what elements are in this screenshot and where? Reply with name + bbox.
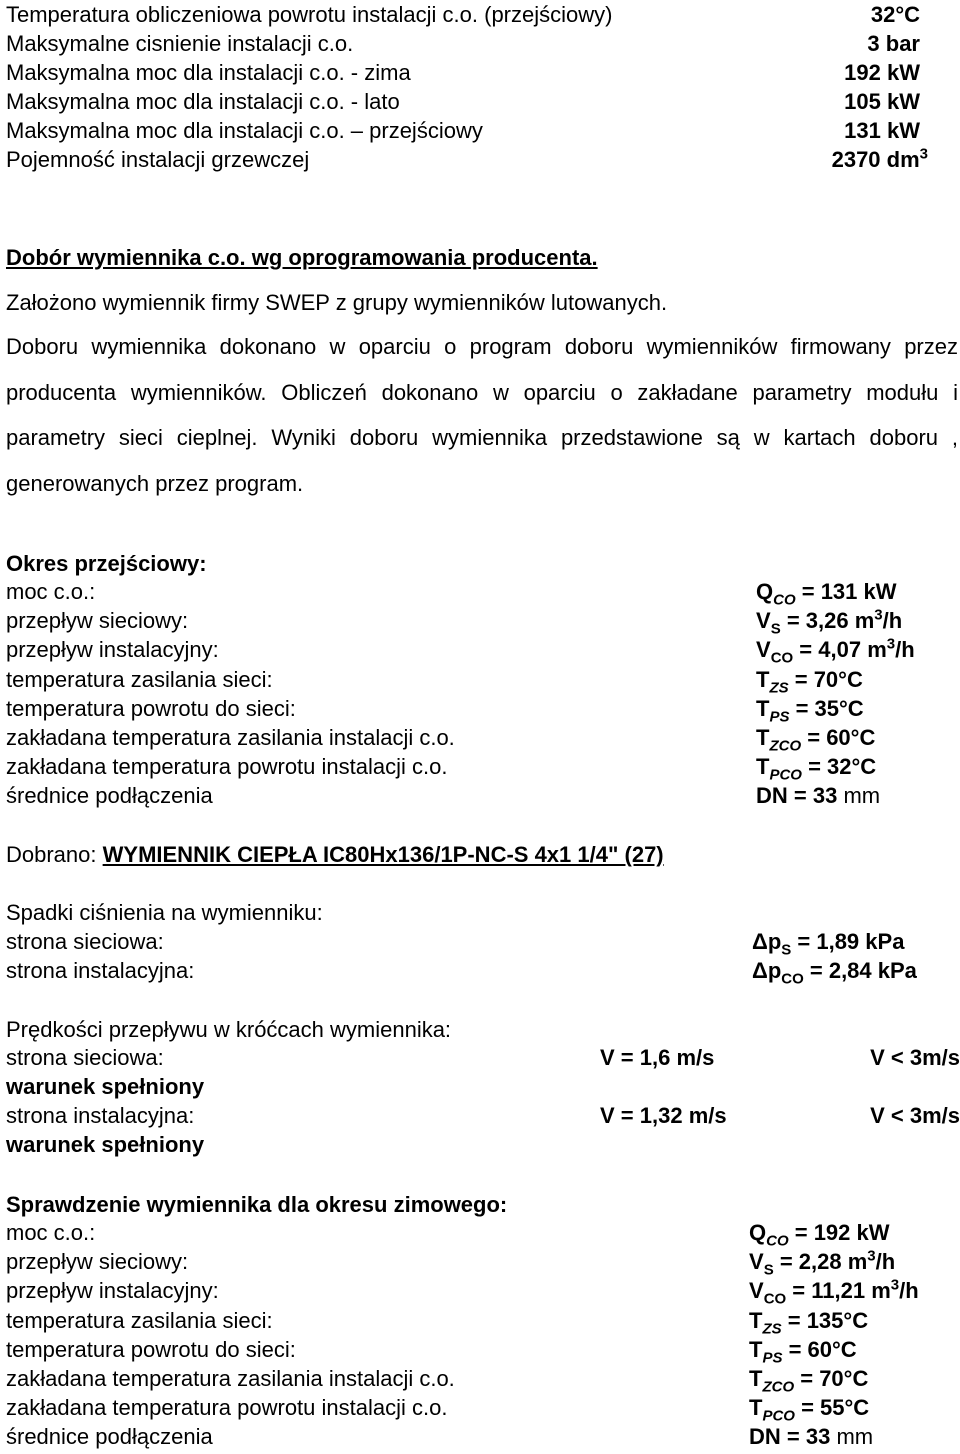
velocity-value [600,1043,714,1072]
param-unit: mm [830,1424,874,1450]
spec-value-text: 32°C [870,2,920,27]
param-symbol: Q [749,1220,767,1245]
selection-paragraph: Doboru wymiennika dokonano w oparciu o program doboru wymienników firmowany przez producenta wymienników. Obliczeń dokonano w oparciu o zakładane parametry modułu i parametry sieci cieplnej. Wyniki doboru wymiennika przedstawione są w kartach doboru , generowanych przez program. [6,334,958,496]
param-symbol: T [756,666,770,692]
velocity-value [600,1101,727,1130]
param-value [756,606,903,638]
spec-value-text: 2370 dm [831,147,920,172]
spec-value-sup: 3 [919,145,928,163]
param-value [749,1276,919,1308]
pressure-drop-heading: Spadki ciśnienia na wymienniku: [6,900,323,925]
param-subscript: S [763,1261,774,1279]
param-value [756,781,880,810]
param-label: moc c.o.: [6,1220,96,1245]
pressure-subscript: CO [781,970,804,988]
param-value-text: = 70°C [794,1366,869,1391]
param-symbol: T [749,1336,763,1362]
pressure-symbol: Δp [752,929,782,954]
param-superscript: 3 [886,636,896,654]
winter-heading: Sprawdzenie wymiennika dla okresu zimowego: [6,1192,508,1217]
velocity-value-text: V = 1,6 [600,1045,677,1070]
param-label: zakładana temperatura powrotu instalacji c.o. [6,1395,448,1421]
spec-label: Maksymalne cisnienie instalacji c.o. [6,31,354,56]
pressure-value-text: = 1,89 kPa [791,929,905,954]
param-symbol: V [756,608,771,634]
param-label: zakładana temperatura powrotu instalacji c.o. [6,754,448,780]
param-label: średnice podłączenia [6,783,213,809]
param-value-text: = 35°C [789,695,864,721]
chosen-prefix: Dobrano: [6,842,103,867]
param-value-text: = 131 kW [795,579,897,604]
pressure-label: strona instalacyjna: [6,958,195,983]
pressure-value [752,956,917,988]
param-subscript: ZCO [769,737,802,755]
param-superscript: 3 [874,606,883,624]
param-label: przepływ sieciowy: [6,1249,189,1275]
velocity-status: warunek spełniony [6,1074,205,1099]
param-value [749,1393,870,1425]
param-symbol: DN [749,1424,781,1450]
param-value [749,1422,873,1451]
param-subscript: S [770,620,781,638]
param-value-text: = 33 [787,783,838,809]
velocity-limit: V < 3m/s [870,1045,960,1070]
spec-label: Maksymalna moc dla instalacji c.o. - lato [6,89,400,114]
param-symbol: T [756,695,770,721]
spec-value-text: 105 kW [844,89,920,114]
param-value-text: = 70°C [788,666,863,692]
spec-value-text: 192 kW [844,60,920,85]
spec-label: Maksymalna moc dla instalacji c.o. – przejściowy [6,118,483,143]
velocity-unit: m/s [676,1045,715,1070]
spec-value [867,29,920,58]
pressure-value-text: = 2,84 kPa [803,958,917,983]
param-symbol: T [749,1395,763,1421]
spec-value-text: 131 kW [844,118,920,143]
param-symbol: T [749,1307,763,1333]
param-value [749,1335,857,1367]
param-symbol: T [756,725,770,750]
spec-value [844,87,920,116]
pressure-value [752,927,905,959]
param-subscript: PS [769,708,790,726]
param-value [756,577,897,609]
param-subscript: CO [770,649,794,667]
param-tail: /h [875,1249,896,1275]
param-value-text: = 192 kW [788,1220,890,1245]
param-label: przepływ instalacyjny: [6,1278,219,1304]
pressure-label: strona sieciowa: [6,929,164,954]
param-subscript: PCO [769,766,802,784]
param-tail: /h [882,608,903,634]
param-value [756,752,877,784]
param-label: temperatura powrotu do sieci: [6,695,296,721]
spec-label: Temperatura obliczeniowa powrotu instalacji c.o. (przejściowy) [6,2,613,27]
param-label: moc c.o.: [6,579,96,604]
param-value-text: = 60°C [801,725,876,750]
param-label: przepływ instalacyjny: [6,637,219,663]
param-value [749,1364,869,1396]
velocity-unit: m/s [688,1103,727,1128]
param-value-text: = 135°C [781,1307,869,1333]
param-value [749,1306,868,1335]
spec-label: Maksymalna moc dla instalacji c.o. - zima [6,60,411,85]
param-subscript: CO [773,591,796,609]
param-value-text: = 33 [780,1424,831,1450]
param-label: temperatura zasilania sieci: [6,666,273,692]
pressure-subscript: S [781,941,792,959]
spec-value [844,116,920,145]
param-symbol: DN [756,783,788,809]
param-label: średnice podłączenia [6,1424,213,1450]
param-label: zakładana temperatura zasilania instalacji c.o. [6,725,455,750]
param-superscript: 3 [890,1277,900,1295]
param-subscript: PCO [762,1407,795,1425]
param-subscript: CO [763,1290,787,1308]
spec-value-text: 3 bar [867,31,920,56]
param-symbol: T [749,1366,763,1391]
spec-value [844,58,920,87]
param-label: temperatura zasilania sieci: [6,1307,273,1333]
selection-heading: Dobór wymiennika c.o. wg oprogramowania producenta. [6,245,598,270]
param-value [756,665,863,694]
param-value-text: = 3,26 m [780,608,875,634]
param-tail: /h [895,637,915,663]
param-value-text: = 55°C [794,1395,870,1421]
param-label: temperatura powrotu do sieci: [6,1336,296,1362]
param-value-text: = 32°C [801,754,877,780]
selection-note: Założono wymiennik firmy SWEP z grupy wymienników lutowanych. [6,290,668,315]
velocity-heading: Prędkości przepływu w króćcach wymiennika: [6,1017,452,1042]
velocity-label: strona instalacyjna: [6,1103,195,1128]
param-unit: mm [837,783,881,809]
param-value [756,723,876,755]
param-subscript: ZCO [762,1378,795,1396]
param-superscript: 3 [867,1247,876,1265]
transitional-heading: Okres przejściowy: [6,551,207,576]
param-value [756,694,864,726]
param-symbol: V [749,1249,764,1275]
param-value [749,1218,890,1250]
param-label: przepływ sieciowy: [6,608,189,634]
param-tail: /h [899,1278,919,1304]
spec-value [871,0,920,29]
spec-value [832,145,928,174]
velocity-limit: V < 3m/s [870,1103,960,1128]
param-value-text: = 2,28 m [773,1249,868,1275]
param-value [749,1247,896,1279]
param-symbol: Q [756,579,774,604]
param-subscript: CO [766,1232,789,1250]
param-value-text: = 60°C [782,1336,857,1362]
chosen-model: WYMIENNIK CIEPŁA IC80Hx136/1P-NC-S 4x1 1/4" (27) [102,842,664,867]
velocity-label: strona sieciowa: [6,1045,164,1070]
velocity-value-text: V = 1,32 [600,1103,689,1128]
param-subscript: PS [762,1349,783,1367]
pressure-symbol: Δp [752,958,782,983]
param-value-text: = 11,21 m [786,1278,891,1304]
velocity-status: warunek spełniony [6,1132,205,1157]
chosen-exchanger [6,840,664,869]
param-symbol: V [749,1278,764,1304]
param-label: zakładana temperatura zasilania instalacji c.o. [6,1366,455,1391]
spec-label: Pojemność instalacji grzewczej [6,147,310,172]
param-subscript: ZS [769,678,789,696]
param-value-text: = 4,07 m [793,637,887,663]
param-symbol: T [756,754,770,780]
param-subscript: ZS [762,1319,782,1337]
param-symbol: V [756,637,771,663]
param-value [756,635,915,667]
